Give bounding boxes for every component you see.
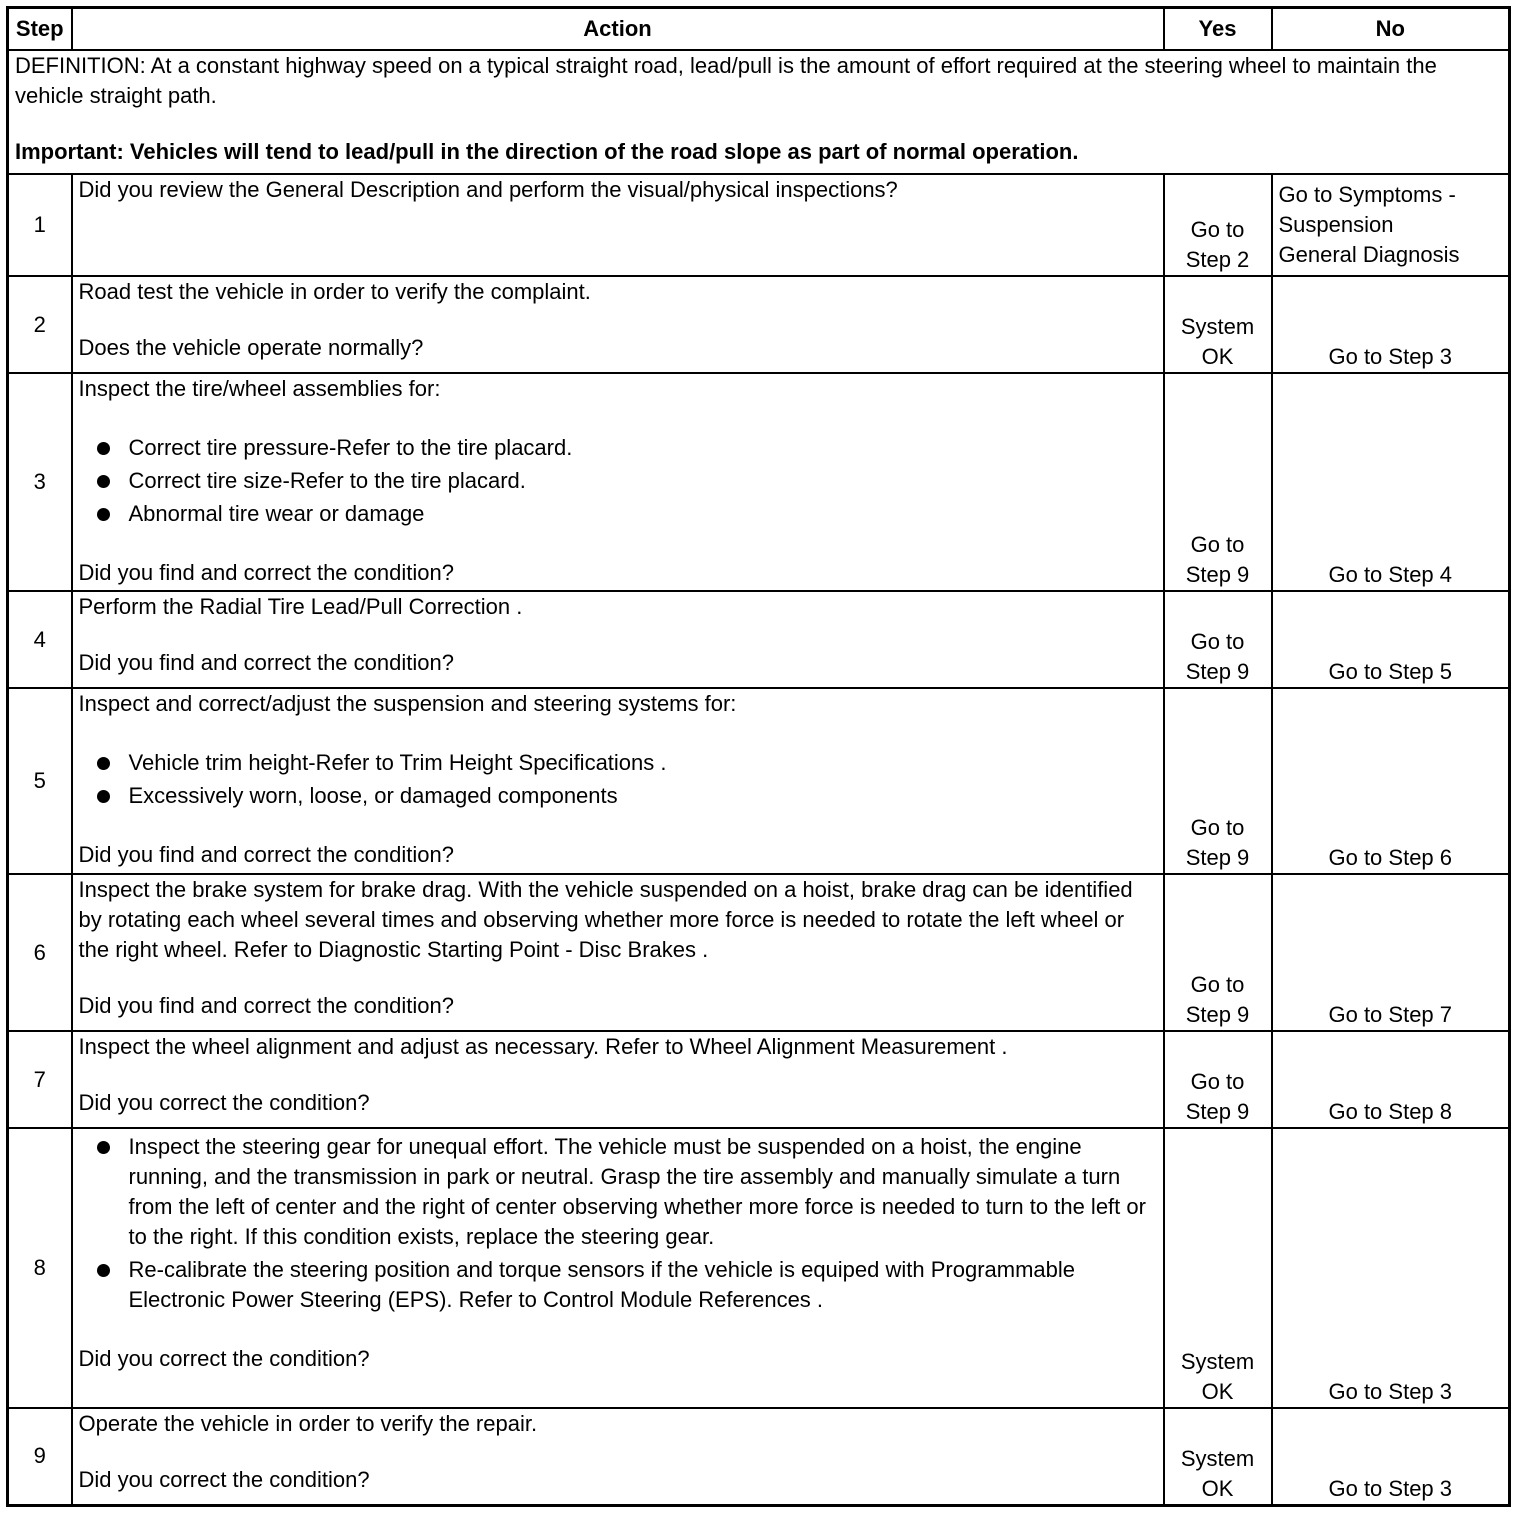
yes-cell [1164, 276, 1272, 373]
no-line: Go to Step 6 [1328, 845, 1453, 870]
action-cell [72, 1128, 1164, 1408]
no-line: Go to Step 3 [1328, 344, 1453, 369]
list-item: Correct tire pressure-Refer to the tire placard. [79, 433, 1157, 463]
list-item: Re-calibrate the steering position and torque sensors if the vehicle is equiped with Programmable Electronic Power Steering (EPS). Refer to Control Module References . [79, 1255, 1157, 1315]
yes-line: System [1180, 314, 1255, 339]
bullet-list [79, 433, 1157, 529]
yes-line: Go to [1190, 217, 1245, 242]
table-row [8, 373, 1510, 591]
table-row [8, 688, 1510, 874]
yes-line: Step 9 [1185, 659, 1250, 684]
action-text: Perform the Radial Tire Lead/Pull Correction . [78, 594, 523, 619]
action-cell [72, 373, 1164, 591]
action-text: Inspect the brake system for brake drag. With the vehicle suspended on a hoist, brake drag can be identified by rotating each wheel several times and observing whether more force is needed to rotate the left wheel or the right wheel. Refer to Diagnostic Starting Point - Disc Brakes . [78, 877, 1133, 962]
yes-line: Go to [1190, 629, 1245, 654]
step-number: 6 [8, 874, 72, 1031]
list-item: Correct tire size-Refer to the tire placard. [79, 466, 1157, 496]
important-note: Important: Vehicles will tend to lead/pull in the direction of the road slope as part of normal operation. [15, 139, 1079, 164]
question-text: Did you find and correct the condition? [78, 650, 454, 675]
yes-line: System [1180, 1349, 1255, 1374]
no-cell [1272, 874, 1510, 1031]
no-line: Go to Step 5 [1328, 659, 1453, 684]
step-number: 4 [8, 591, 72, 688]
step-number: 9 [8, 1408, 72, 1505]
question-text: Did you find and correct the condition? [78, 842, 454, 867]
action-cell [72, 591, 1164, 688]
yes-cell [1164, 688, 1272, 874]
no-line: Go to Symptoms - [1278, 182, 1456, 207]
table-row [8, 874, 1510, 1031]
header-yes: Yes [1164, 8, 1272, 51]
table-row [8, 1128, 1510, 1408]
table-row [8, 1031, 1510, 1128]
step-number: 5 [8, 688, 72, 874]
yes-cell [1164, 1408, 1272, 1505]
no-cell [1272, 276, 1510, 373]
list-item: Abnormal tire wear or damage [79, 499, 1157, 529]
yes-line: System [1180, 1445, 1255, 1471]
no-cell [1272, 1408, 1510, 1505]
table-row [8, 1408, 1510, 1505]
header-row [8, 8, 1510, 51]
action-cell [72, 688, 1164, 874]
question-text: Did you find and correct the condition? [78, 560, 454, 585]
bullet-list [79, 1132, 1157, 1315]
question-text: Did you correct the condition? [78, 1090, 370, 1115]
step-number: 2 [8, 276, 72, 373]
no-cell [1272, 174, 1510, 276]
header-action: Action [72, 8, 1164, 51]
step-number: 8 [8, 1128, 72, 1408]
yes-line: Step 9 [1185, 1099, 1250, 1124]
action-cell [72, 1031, 1164, 1128]
table-row [8, 276, 1510, 373]
no-cell [1272, 688, 1510, 874]
list-item: Vehicle trim height-Refer to Trim Height Specifications . [79, 748, 1157, 778]
action-text: Did you review the General Description and perform the visual/physical inspections? [78, 177, 898, 202]
yes-line: OK [1201, 344, 1234, 369]
yes-line: Go to [1190, 532, 1245, 557]
step-number: 7 [8, 1031, 72, 1128]
yes-line: OK [1201, 1379, 1234, 1404]
action-cell [72, 276, 1164, 373]
yes-cell [1164, 373, 1272, 591]
no-line: General Diagnosis [1278, 242, 1460, 267]
no-line: Go to Step 3 [1328, 1475, 1453, 1501]
header-step: Step [8, 8, 72, 51]
action-cell [72, 1408, 1164, 1505]
question-text: Did you correct the condition? [78, 1346, 370, 1371]
yes-line: Go to [1190, 972, 1245, 997]
action-text: Road test the vehicle in order to verify the complaint. [78, 279, 591, 304]
yes-cell [1164, 1128, 1272, 1408]
yes-line: Step 9 [1185, 845, 1250, 870]
bullet-list [79, 748, 1157, 811]
no-line: Suspension [1278, 212, 1394, 237]
action-text: Operate the vehicle in order to verify the repair. [78, 1411, 538, 1436]
yes-line: Go to [1190, 815, 1245, 840]
question-text: Does the vehicle operate normally? [78, 335, 424, 360]
no-cell [1272, 591, 1510, 688]
diagnostic-table [6, 6, 1511, 1507]
list-item: Inspect the steering gear for unequal effort. The vehicle must be suspended on a hoist, the engine running, and the transmission in park or neutral. Grasp the tire assembly and manually simulate a turn from the left of center and the right of center observing whether more force is needed to turn to the left or to the right. If this condition exists, replace the steering gear. [79, 1132, 1157, 1252]
no-cell [1272, 1031, 1510, 1128]
no-cell [1272, 1128, 1510, 1408]
no-line: Go to Step 8 [1328, 1099, 1453, 1124]
header-no: No [1272, 8, 1510, 51]
yes-line: Step 9 [1185, 562, 1250, 587]
yes-cell [1164, 174, 1272, 276]
table-row [8, 174, 1510, 276]
definition-row [8, 50, 1510, 174]
yes-line: Go to [1190, 1069, 1245, 1094]
action-intro: Inspect and correct/adjust the suspension and steering systems for: [78, 691, 737, 716]
yes-cell [1164, 1031, 1272, 1128]
yes-line: Step 9 [1185, 1002, 1250, 1027]
action-text: Inspect the wheel alignment and adjust as necessary. Refer to Wheel Alignment Measurement . [78, 1034, 1008, 1059]
no-line: Go to Step 4 [1328, 562, 1453, 587]
no-line: Go to Step 7 [1328, 1002, 1453, 1027]
step-number: 3 [8, 373, 72, 591]
no-line: Go to Step 3 [1328, 1379, 1453, 1404]
yes-line: OK [1201, 1475, 1234, 1501]
yes-line: Step 2 [1185, 247, 1250, 272]
list-item: Excessively worn, loose, or damaged components [79, 781, 1157, 811]
table-row [8, 591, 1510, 688]
action-cell [72, 874, 1164, 1031]
yes-cell [1164, 874, 1272, 1031]
action-intro: Inspect the tire/wheel assemblies for: [78, 376, 441, 401]
action-cell [72, 174, 1164, 276]
question-text: Did you find and correct the condition? [78, 993, 454, 1018]
no-cell [1272, 373, 1510, 591]
definition-text: DEFINITION: At a constant highway speed on a typical straight road, lead/pull is the amount of effort required at the steering wheel to maintain the vehicle straight path. [15, 53, 1437, 108]
question-text: Did you correct the condition? [78, 1467, 370, 1492]
step-number: 1 [8, 174, 72, 276]
yes-cell [1164, 591, 1272, 688]
